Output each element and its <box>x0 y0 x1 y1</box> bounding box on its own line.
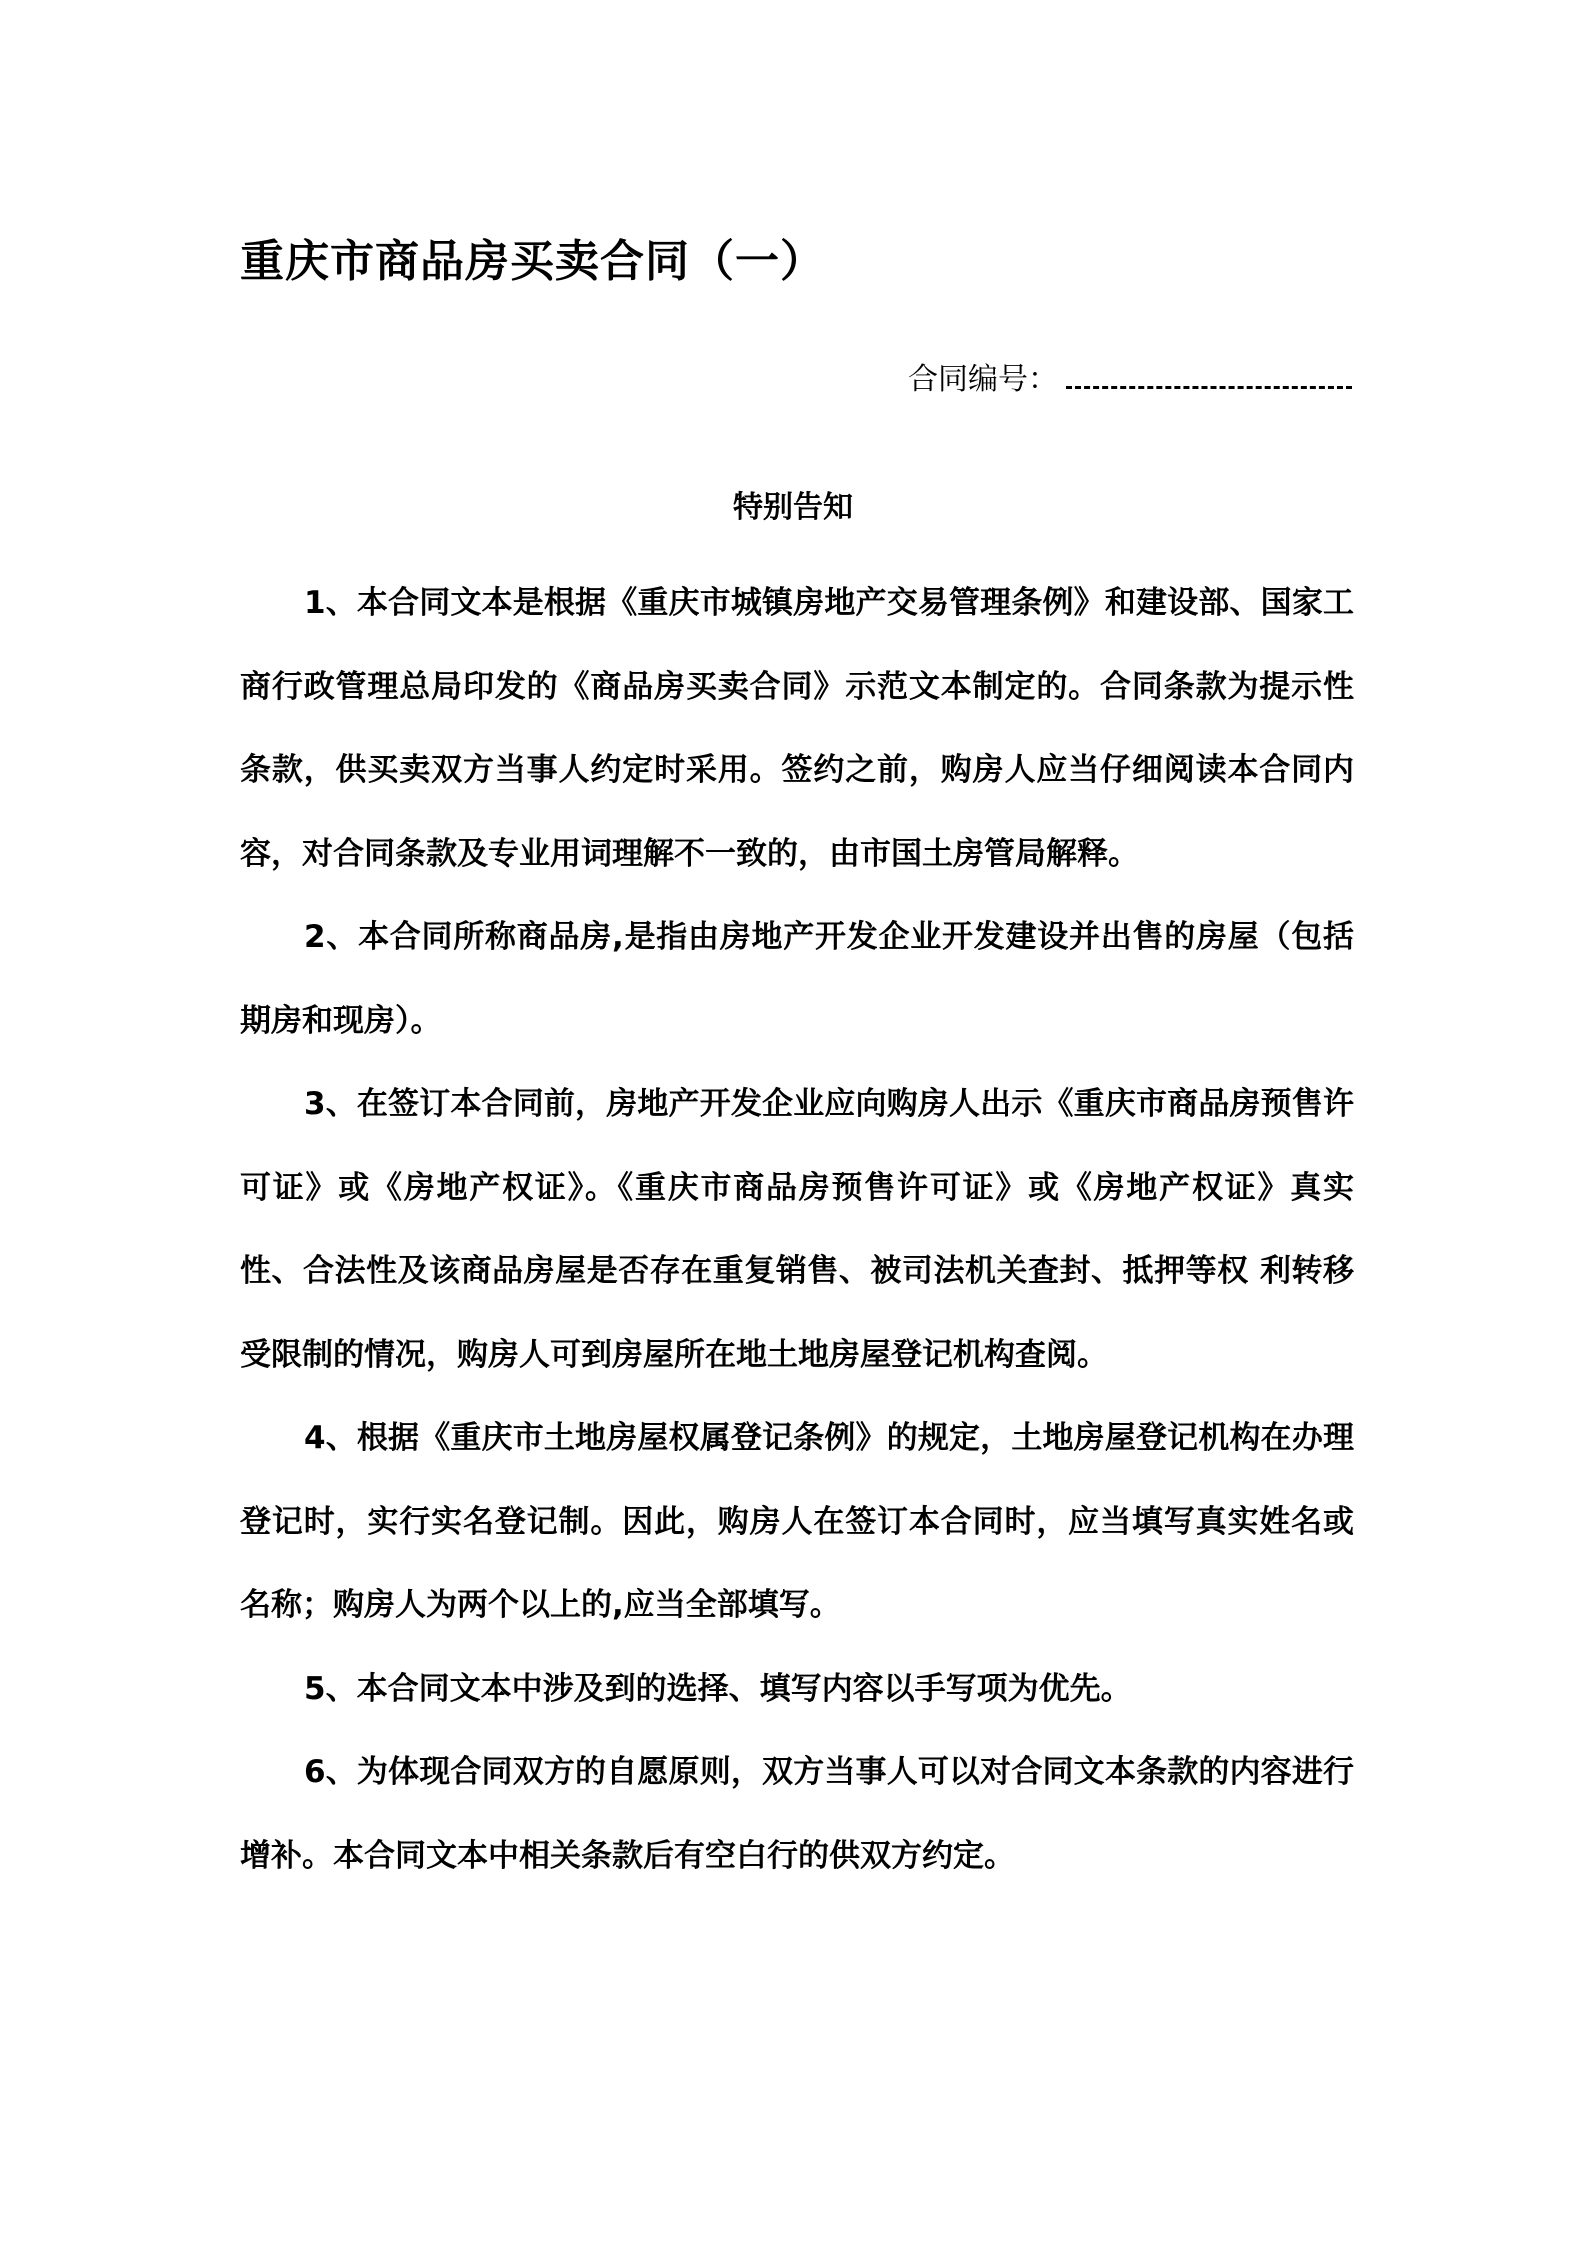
contract-number-label: 合同编号： <box>908 362 1058 397</box>
notice-paragraph-5: 5、本合同文本中涉及到的选择、填写内容以手写项为优先。 <box>304 1670 1132 1707</box>
notice-paragraph-3: 3、在签订本合同前，房地产开发企业应向购房人出示《重庆市商品房预售许可证》或《房地产权证》。《重庆市商品房预售许可证》或《房地产权证》真实性、合法性及该商品房屋是否存在重复销售、被司法机关查封、抵押等权 利转移受限制的情况，购房人可到房屋所在地土地房屋登记机构查阅。 <box>240 1086 1354 1373</box>
notice-paragraph-1: 1、本合同文本是根据《重庆市城镇房地产交易管理条例》和建设部、国家工商行政管理总局印发的《商品房买卖合同》示范文本制定的。合同条款为提示性条款，供买卖双方当事人约定时采用。签约之前，购房人应当仔细阅读本合同内容，对合同条款及专业用词理解不一致的，由市国土房管局解释。 <box>240 585 1354 872</box>
notice-paragraph-6: 6、为体现合同双方的自愿原则，双方当事人可以对合同文本条款的内容进行增补。本合同文本中相关条款后有空白行的供双方约定。 <box>240 1754 1354 1874</box>
notice-body <box>240 562 1354 1898</box>
notice-paragraph-2: 2、本合同所称商品房,是指由房地产开发企业开发建设并出售的房屋（包括期房和现房）。 <box>240 919 1354 1039</box>
section-heading: 特别告知 <box>733 490 853 525</box>
contract-number-blank-field <box>1066 356 1352 389</box>
notice-paragraph-4: 4、根据《重庆市土地房屋权属登记条例》的规定，土地房屋登记机构在办理登记时，实行实名登记制。因此，购房人在签订本合同时，应当填写真实姓名或名称；购房人为两个以上的,应当全部填写。 <box>240 1420 1354 1623</box>
contract-number-line <box>908 356 1352 402</box>
document-title: 重庆市商品房买卖合同（一） <box>240 236 825 287</box>
